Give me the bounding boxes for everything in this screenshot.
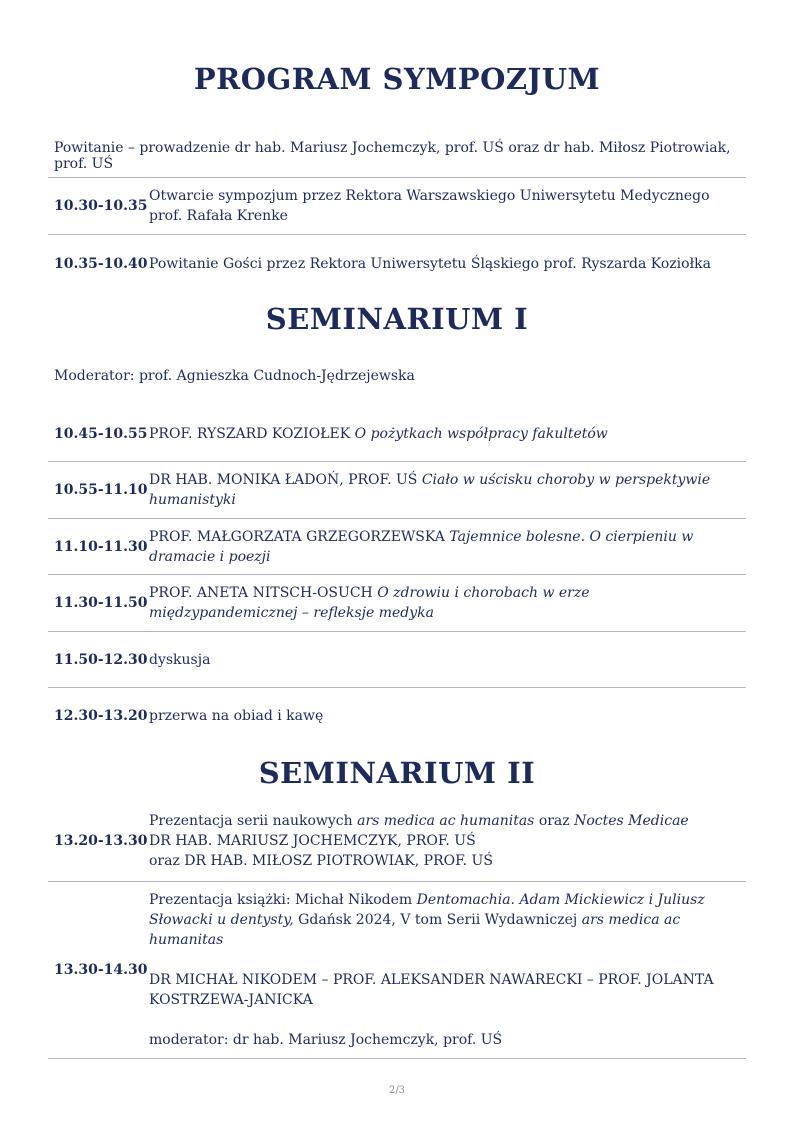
schedule-row <box>48 178 746 234</box>
text-fragment: Gdańsk 2024, V tom Serii Wydawniczej <box>298 912 578 928</box>
talk-title: Ciało w uścisku choroby w perspektywie humanistyki <box>149 472 711 508</box>
schedule-row <box>48 644 746 676</box>
seminar-1-title: SEMINARIUM I <box>265 302 529 336</box>
talk-title: O pożytkach współpracy fakultetów <box>354 426 608 442</box>
series-title: Noctes Medicae <box>574 813 689 829</box>
program-page <box>48 0 746 1123</box>
speaker-name: oraz DR HAB. MIŁOSZ PIOTROWIAK, PROF. UŚ <box>149 853 493 869</box>
schedule-row <box>48 418 746 450</box>
series-presentation <box>149 811 742 831</box>
schedule-content <box>149 890 746 1050</box>
program-title: PROGRAM SYMPOZJUM <box>193 62 601 96</box>
opening-line-2: prof. Rafała Krenke <box>149 208 288 224</box>
moderator-text: moderator: dr hab. Mariusz Jochemczyk, prof. UŚ <box>149 1032 503 1048</box>
page-number: 2/3 <box>388 1085 406 1096</box>
speaker-name: PROF. MAŁGORZATA GRZEGORZEWSKA <box>149 529 445 545</box>
schedule-content <box>149 811 746 871</box>
time-slot: 10.45-10.55 <box>54 426 148 442</box>
schedule-row <box>48 800 746 882</box>
text-fragment: oraz <box>538 813 570 829</box>
seminar-1-moderator: Moderator: prof. Agnieszka Cudnoch-Jędrzejewska <box>54 368 415 384</box>
spacer <box>149 950 742 970</box>
divider <box>48 687 746 688</box>
schedule-content: przerwa na obiad i kawę <box>149 708 324 724</box>
book-presentation <box>149 890 742 950</box>
schedule-content <box>149 470 746 510</box>
time-slot: 11.10-11.30 <box>54 539 148 555</box>
time-slot: 13.30-14.30 <box>54 962 148 978</box>
time-slot: 11.50-12.30 <box>54 652 148 668</box>
speaker-name: DR HAB. MONIKA ŁADOŃ, PROF. UŚ <box>149 472 418 488</box>
schedule-row <box>48 462 746 518</box>
text-fragment: Prezentacja serii naukowych <box>149 813 353 829</box>
speaker-name: DR HAB. MARIUSZ JOCHEMCZYK, PROF. UŚ <box>149 833 476 849</box>
speaker-names: DR MICHAŁ NIKODEM – PROF. ALEKSANDER NAWARECKI – PROF. JOLANTA KOSTRZEWA-JANICKA <box>149 972 714 1008</box>
divider <box>48 234 746 235</box>
welcome-text: Powitanie – prowadzenie dr hab. Mariusz Jochemczyk, prof. UŚ oraz dr hab. Miłosz Piotrowiak, prof. UŚ <box>54 140 731 172</box>
schedule-content: Powitanie Gości przez Rektora Uniwersytetu Śląskiego prof. Ryszarda Koziołka <box>149 256 711 272</box>
speaker-name: PROF. ANETA NITSCH-OSUCH <box>149 585 373 601</box>
schedule-content: dyskusja <box>149 652 211 668</box>
time-slot: 10.35-10.40 <box>54 256 148 272</box>
opening-line-1: Otwarcie sympozjum przez Rektora Warszawskiego Uniwersytetu Medycznego <box>149 188 710 204</box>
time-slot: 13.20-13.30 <box>54 833 148 849</box>
schedule-content <box>149 424 746 444</box>
schedule-row <box>48 519 746 575</box>
schedule-content <box>149 583 746 623</box>
series-title: ars medica ac humanitas <box>149 912 681 948</box>
time-slot: 12.30-13.20 <box>54 708 148 724</box>
spacer <box>149 1010 742 1030</box>
schedule-content <box>149 186 746 226</box>
text-fragment: Prezentacja książki: Michał Nikodem <box>149 892 413 908</box>
seminar-2-title: SEMINARIUM II <box>258 756 536 790</box>
talk-title: O zdrowiu i chorobach w erze międzypandemicznej – refleksje medyka <box>149 585 590 621</box>
time-slot: 10.55-11.10 <box>54 482 148 498</box>
divider <box>48 1058 746 1059</box>
schedule-row <box>48 248 746 280</box>
time-slot: 11.30-11.50 <box>54 595 148 611</box>
book-title: Dentomachia. Adam Mickiewicz i Juliusz Słowacki u dentysty, <box>149 892 705 928</box>
schedule-row <box>48 700 746 732</box>
divider <box>48 631 746 632</box>
schedule-content <box>149 527 746 567</box>
talk-title: Tajemnice bolesne. O cierpieniu w dramacie i poezji <box>149 529 694 565</box>
time-slot: 10.30-10.35 <box>54 198 148 214</box>
schedule-row <box>48 575 746 631</box>
series-title: ars medica ac humanitas <box>357 813 535 829</box>
speaker-name: PROF. RYSZARD KOZIOŁEK <box>149 426 351 442</box>
schedule-row <box>48 882 746 1058</box>
